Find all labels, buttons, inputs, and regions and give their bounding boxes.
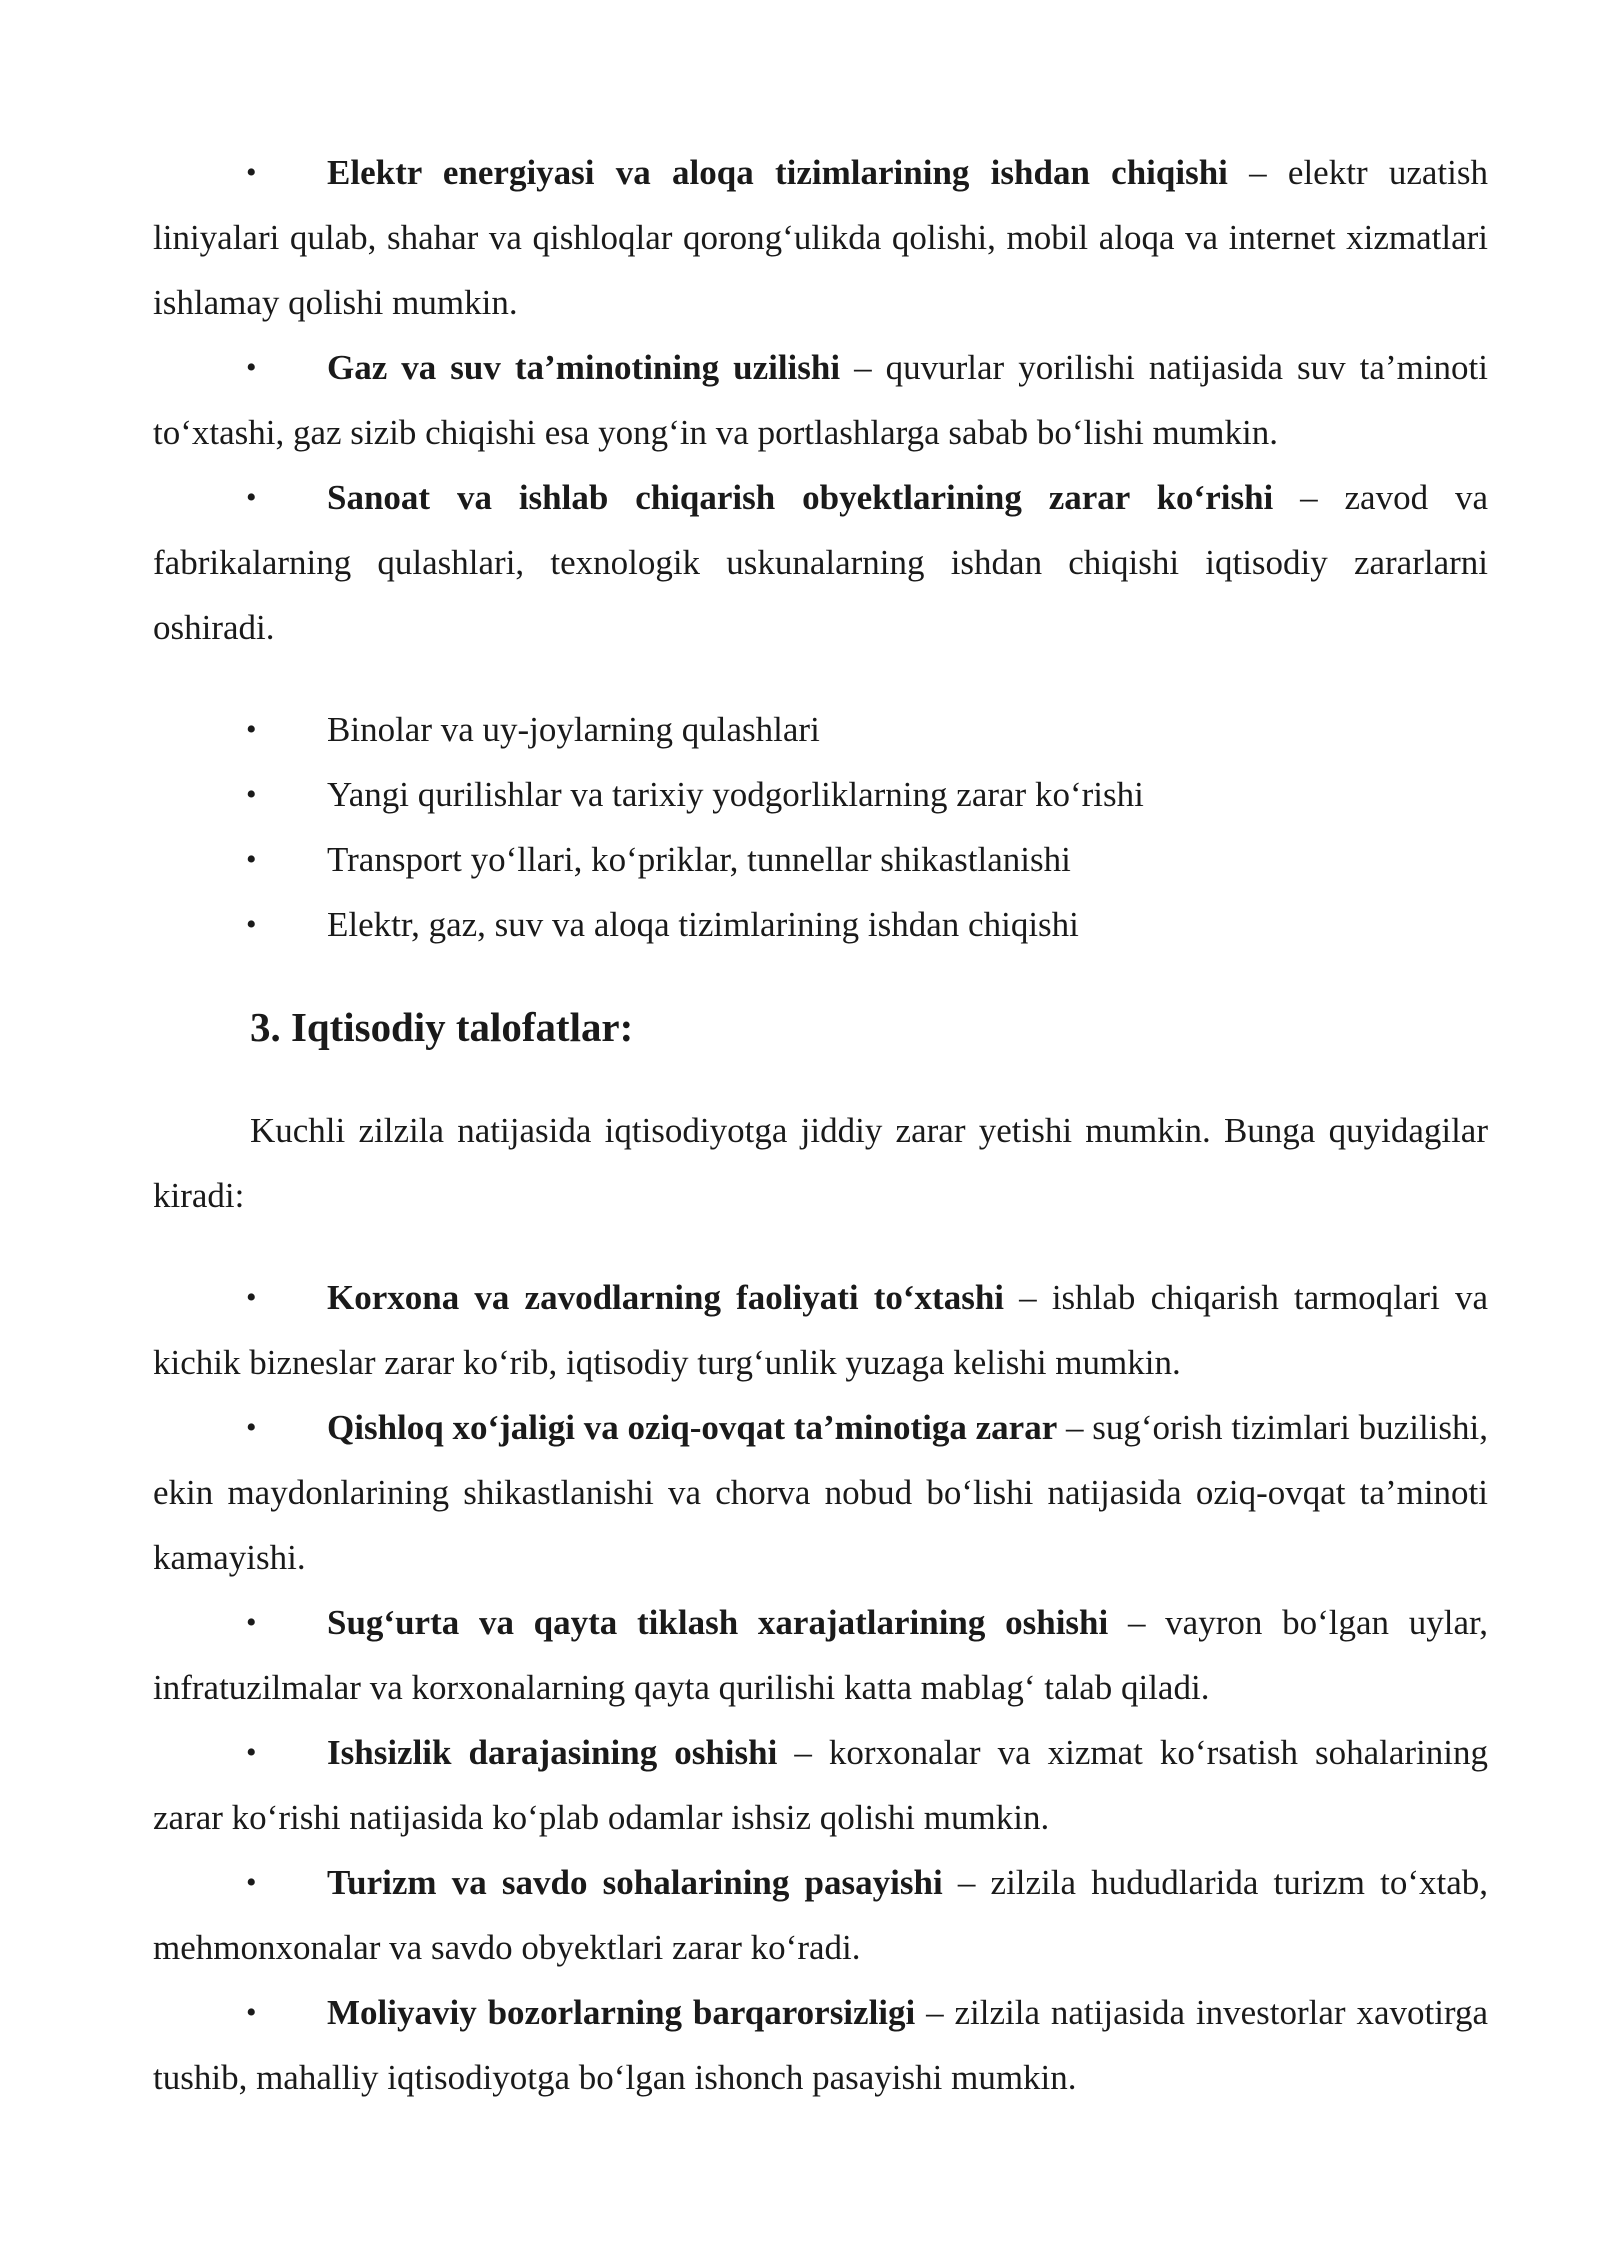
item-title: Moliyaviy bozorlarning barqarorsizligi bbox=[327, 1993, 916, 2032]
list-item bbox=[153, 1720, 1488, 1850]
item-title: Turizm va savdo sohalarining pasayishi bbox=[327, 1863, 943, 1902]
list-item bbox=[153, 697, 1488, 762]
bullet-icon: • bbox=[246, 908, 257, 941]
bullet-icon: • bbox=[246, 1996, 257, 2029]
economic-losses-list bbox=[153, 1265, 1488, 2110]
section-heading: 3. Iqtisodiy talofatlar: bbox=[250, 1005, 634, 1050]
list-item bbox=[153, 465, 1488, 660]
list-item bbox=[153, 892, 1488, 957]
bullet-icon: • bbox=[246, 1281, 257, 1314]
bullet-icon: • bbox=[246, 1606, 257, 1639]
item-text: – zavod va fabrikalarning qulashlari, texnologik uskunalarning ishdan chiqishi iqtisodiy zararlarni oshiradi. bbox=[153, 478, 1488, 647]
list-item bbox=[153, 140, 1488, 335]
item-text: – korxonalar va xizmat ko‘rsatish sohalarining zarar ko‘rishi natijasida ko‘plab odamlar ishsiz qolishi mumkin. bbox=[153, 1733, 1489, 1837]
bullet-icon: • bbox=[246, 481, 257, 514]
bullet-icon: • bbox=[246, 1411, 257, 1444]
item-text: Transport yo‘llari, ko‘priklar, tunnellar shikastlanishi bbox=[327, 840, 1071, 879]
item-title: Sug‘urta va qayta tiklash xarajatlarining oshishi bbox=[327, 1603, 1109, 1642]
list-item bbox=[153, 1980, 1488, 2110]
list-item bbox=[153, 335, 1488, 465]
item-text: – ishlab chiqarish tarmoqlari va kichik bizneslar zarar ko‘rib, iqtisodiy turg‘unlik yuzaga kelishi mumkin. bbox=[153, 1278, 1488, 1382]
item-text: Yangi qurilishlar va tarixiy yodgorliklarning zarar ko‘rishi bbox=[327, 775, 1144, 814]
bullet-icon: • bbox=[246, 778, 257, 811]
bullet-icon: • bbox=[246, 713, 257, 746]
bullet-icon: • bbox=[246, 1736, 257, 1769]
bullet-icon: • bbox=[246, 351, 257, 384]
item-title: Gaz va suv ta’minotining uzilishi bbox=[327, 348, 841, 387]
bullet-icon: • bbox=[246, 156, 257, 189]
item-text: – elektr uzatish liniyalari qulab, shahar va qishloqlar qorong‘ulikda qolishi, mobil aloqa va internet xizmatlari ishlamay qolishi mumkin. bbox=[153, 153, 1488, 322]
list-item bbox=[153, 762, 1488, 827]
item-text: – sug‘orish tizimlari buzilishi, ekin maydonlarining shikastlanishi va chorva nobud bo‘lishi natijasida oziq-ovqat ta’minoti kamayishi. bbox=[153, 1408, 1488, 1577]
item-text: Elektr, gaz, suv va aloqa tizimlarining ishdan chiqishi bbox=[327, 905, 1079, 944]
item-title: Ishsizlik darajasining oshishi bbox=[327, 1733, 778, 1772]
list-item bbox=[153, 1590, 1488, 1720]
list-item bbox=[153, 827, 1488, 892]
infrastructure-list bbox=[153, 140, 1488, 660]
item-text: – zilzila hududlarida turizm to‘xtab, mehmonxonalar va savdo obyektlari zarar ko‘radi. bbox=[153, 1863, 1488, 1967]
item-title: Elektr energiyasi va aloqa tizimlarining ishdan chiqishi bbox=[327, 153, 1228, 192]
document-page bbox=[153, 140, 1488, 2110]
bullet-icon: • bbox=[246, 843, 257, 876]
bullet-icon: • bbox=[246, 1866, 257, 1899]
item-text: – vayron bo‘lgan uylar, infratuzilmalar va korxonalarning qayta qurilishi katta mablag‘ talab qiladi. bbox=[153, 1603, 1488, 1707]
list-item bbox=[153, 1395, 1488, 1590]
item-text: – zilzila natijasida investorlar xavotirga tushib, mahalliy iqtisodiyotga bo‘lgan ishonch pasayishi mumkin. bbox=[153, 1993, 1488, 2097]
item-title: Qishloq xo‘jaligi va oziq-ovqat ta’minotiga zarar bbox=[327, 1408, 1058, 1447]
item-title: Korxona va zavodlarning faoliyati to‘xtashi bbox=[327, 1278, 1005, 1317]
item-text: – quvurlar yorilishi natijasida suv ta’minoti to‘xtashi, gaz sizib chiqishi esa yong‘in va portlashlarga sabab bo‘lishi mumkin. bbox=[153, 348, 1488, 452]
item-title: Sanoat va ishlab chiqarish obyektlarining zarar ko‘rishi bbox=[327, 478, 1274, 517]
section-intro: Kuchli zilzila natijasida iqtisodiyotga jiddiy zarar yetishi mumkin. Bunga quyidagilar kiradi: bbox=[153, 1111, 1488, 1215]
list-item bbox=[153, 1850, 1488, 1980]
summary-list bbox=[153, 697, 1488, 957]
list-item bbox=[153, 1265, 1488, 1395]
item-text: Binolar va uy-joylarning qulashlari bbox=[327, 710, 820, 749]
